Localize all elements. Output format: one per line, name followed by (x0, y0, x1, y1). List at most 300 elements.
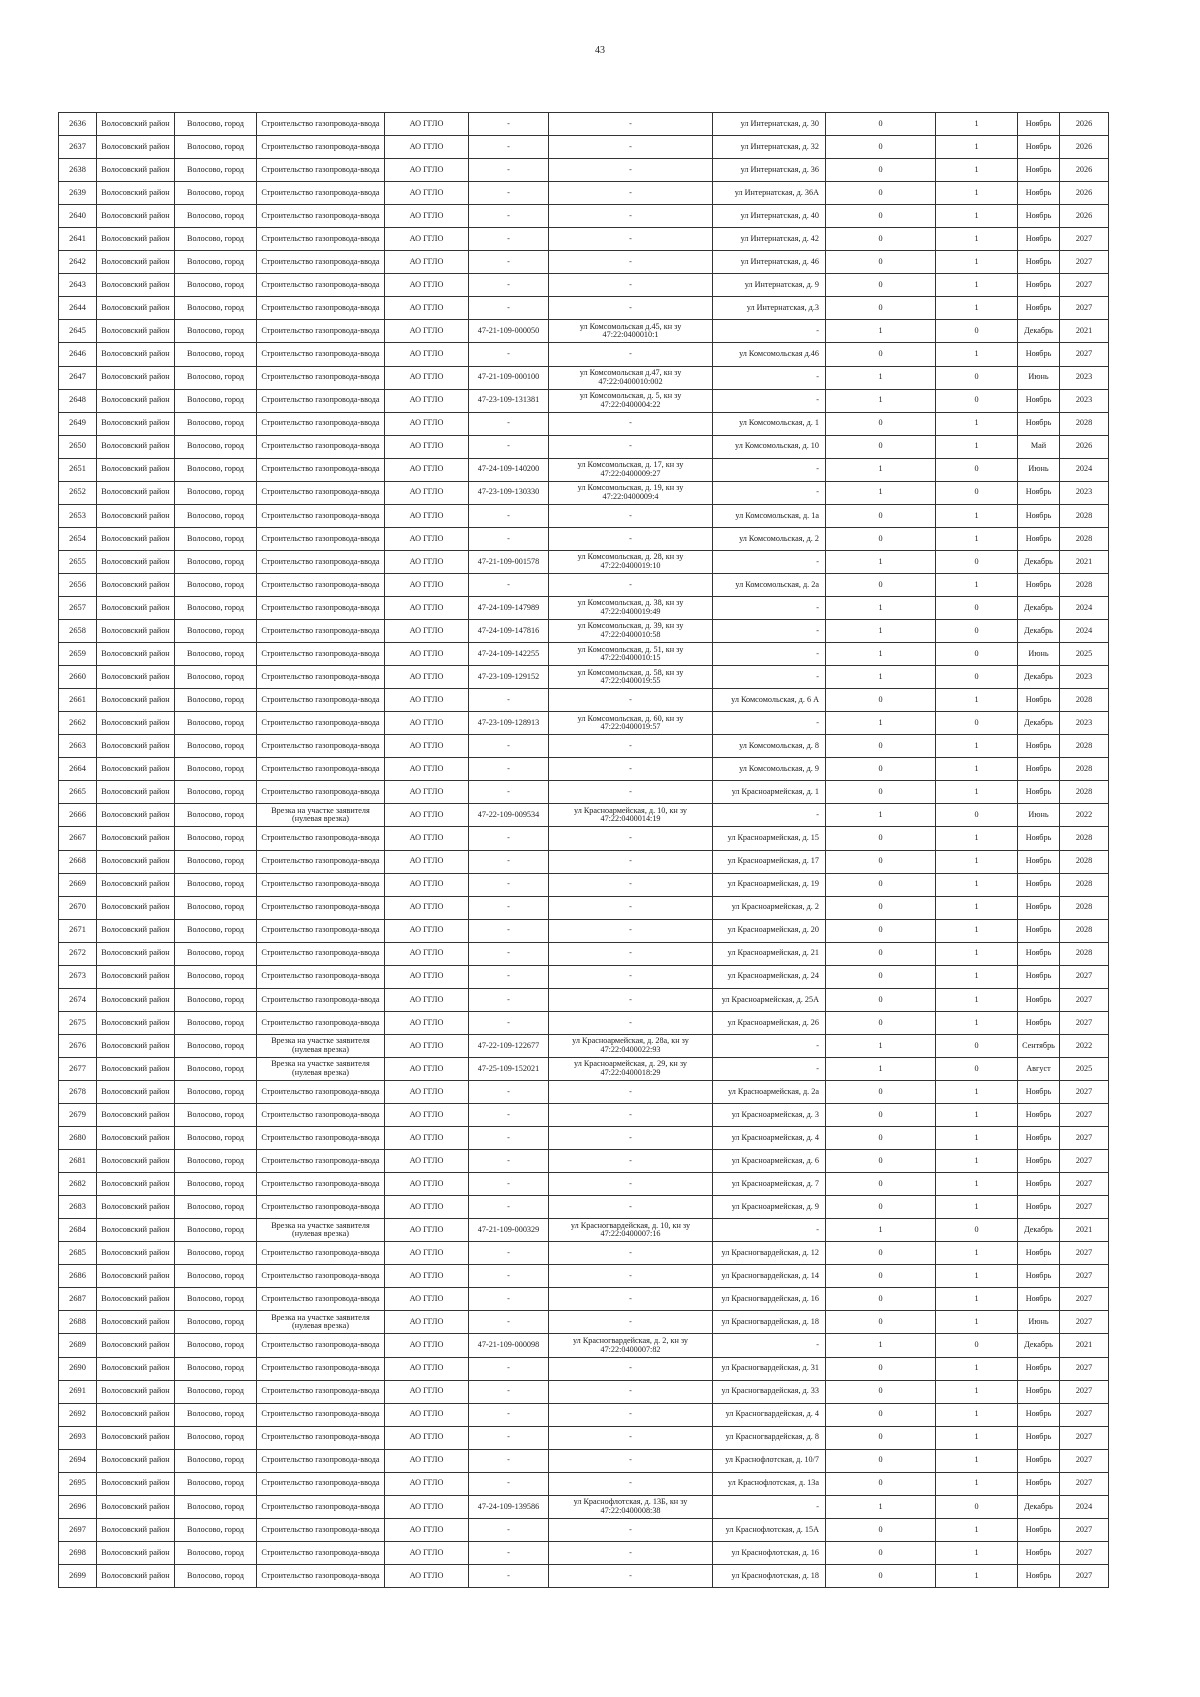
address-cell: ул Комсомольская, д. 2 (713, 527, 826, 550)
locality-cell: Волосово, город (175, 781, 257, 804)
request-number-cell: - (469, 689, 549, 712)
district-cell: Волосовский район (97, 1265, 175, 1288)
table-row (59, 1518, 1109, 1541)
count-b-cell: 1 (936, 1357, 1018, 1380)
row-number: 2639 (59, 182, 97, 205)
year-cell: 2021 (1060, 1219, 1109, 1242)
district-cell: Волосовский район (97, 942, 175, 965)
month-cell: Сентябрь (1018, 1034, 1060, 1057)
cadastral-address-cell: - (549, 274, 713, 297)
district-cell: Волосовский район (97, 1495, 175, 1518)
table-row (59, 712, 1109, 735)
request-number-cell: - (469, 1380, 549, 1403)
table-row (59, 527, 1109, 550)
locality-cell: Волосово, город (175, 297, 257, 320)
table-row (59, 1426, 1109, 1449)
row-number: 2666 (59, 804, 97, 827)
request-number-cell: - (469, 159, 549, 182)
request-number-cell: - (469, 1196, 549, 1219)
row-number: 2643 (59, 274, 97, 297)
district-cell: Волосовский район (97, 1449, 175, 1472)
count-a-cell: 0 (826, 965, 936, 988)
month-cell: Декабрь (1018, 320, 1060, 343)
month-cell: Ноябрь (1018, 228, 1060, 251)
cadastral-address-cell: - (549, 1472, 713, 1495)
month-cell: Июнь (1018, 366, 1060, 389)
count-a-cell: 0 (826, 1080, 936, 1103)
count-b-cell: 1 (936, 873, 1018, 896)
count-a-cell: 1 (826, 481, 936, 504)
table-row (59, 1034, 1109, 1057)
organization-cell: АО ГГЛО (385, 297, 469, 320)
count-b-cell: 1 (936, 1080, 1018, 1103)
table-row (59, 1449, 1109, 1472)
count-b-cell: 1 (936, 412, 1018, 435)
request-number-cell: 47-24-109-139586 (469, 1495, 549, 1518)
locality-cell: Волосово, город (175, 1518, 257, 1541)
address-cell: ул Красноармейская, д. 2 (713, 896, 826, 919)
row-number: 2640 (59, 205, 97, 228)
work-type-cell: Строительство газопровода-ввода (257, 988, 385, 1011)
table-row (59, 1357, 1109, 1380)
cadastral-address-cell: ул Комсомольская, д. 38, кн зу 47:22:0400019:49 (549, 596, 713, 619)
year-cell: 2022 (1060, 1034, 1109, 1057)
count-a-cell: 0 (826, 1288, 936, 1311)
locality-cell: Волосово, город (175, 1357, 257, 1380)
organization-cell: АО ГГЛО (385, 596, 469, 619)
row-number: 2672 (59, 942, 97, 965)
request-number-cell: 47-24-109-142255 (469, 643, 549, 666)
district-cell: Волосовский район (97, 1011, 175, 1034)
organization-cell: АО ГГЛО (385, 1150, 469, 1173)
organization-cell: АО ГГЛО (385, 827, 469, 850)
row-number: 2686 (59, 1265, 97, 1288)
request-number-cell: 47-23-109-129152 (469, 666, 549, 689)
locality-cell: Волосово, город (175, 1265, 257, 1288)
district-cell: Волосовский район (97, 873, 175, 896)
work-type-cell: Строительство газопровода-ввода (257, 1380, 385, 1403)
year-cell: 2023 (1060, 389, 1109, 412)
district-cell: Волосовский район (97, 113, 175, 136)
table-row (59, 942, 1109, 965)
month-cell: Ноябрь (1018, 136, 1060, 159)
month-cell: Ноябрь (1018, 873, 1060, 896)
count-a-cell: 1 (826, 712, 936, 735)
month-cell: Ноябрь (1018, 896, 1060, 919)
row-number: 2682 (59, 1173, 97, 1196)
count-a-cell: 0 (826, 136, 936, 159)
row-number: 2671 (59, 919, 97, 942)
work-type-cell: Строительство газопровода-ввода (257, 1104, 385, 1127)
locality-cell: Волосово, город (175, 1150, 257, 1173)
request-number-cell: 47-21-109-000050 (469, 320, 549, 343)
year-cell: 2027 (1060, 343, 1109, 366)
count-b-cell: 1 (936, 1449, 1018, 1472)
request-number-cell: - (469, 1011, 549, 1034)
organization-cell: АО ГГЛО (385, 1034, 469, 1057)
count-a-cell: 1 (826, 596, 936, 619)
work-type-cell: Строительство газопровода-ввода (257, 297, 385, 320)
month-cell: Декабрь (1018, 712, 1060, 735)
organization-cell: АО ГГЛО (385, 481, 469, 504)
count-a-cell: 0 (826, 504, 936, 527)
request-number-cell: - (469, 573, 549, 596)
address-cell: ул Интернатская, д. 9 (713, 274, 826, 297)
row-number: 2657 (59, 596, 97, 619)
row-number: 2664 (59, 758, 97, 781)
table-row (59, 297, 1109, 320)
organization-cell: АО ГГЛО (385, 113, 469, 136)
year-cell: 2024 (1060, 596, 1109, 619)
work-type-cell: Строительство газопровода-ввода (257, 1564, 385, 1587)
locality-cell: Волосово, город (175, 1104, 257, 1127)
table-row (59, 850, 1109, 873)
cadastral-address-cell: - (549, 1357, 713, 1380)
organization-cell: АО ГГЛО (385, 620, 469, 643)
district-cell: Волосовский район (97, 481, 175, 504)
locality-cell: Волосово, город (175, 1426, 257, 1449)
organization-cell: АО ГГЛО (385, 1057, 469, 1080)
organization-cell: АО ГГЛО (385, 1449, 469, 1472)
organization-cell: АО ГГЛО (385, 735, 469, 758)
cadastral-address-cell: ул Комсомольская, д. 51, кн зу 47:22:0400010:15 (549, 643, 713, 666)
district-cell: Волосовский район (97, 1541, 175, 1564)
work-type-cell: Строительство газопровода-ввода (257, 343, 385, 366)
count-b-cell: 0 (936, 1495, 1018, 1518)
district-cell: Волосовский район (97, 297, 175, 320)
locality-cell: Волосово, город (175, 643, 257, 666)
organization-cell: АО ГГЛО (385, 251, 469, 274)
request-number-cell: - (469, 297, 549, 320)
count-a-cell: 0 (826, 1472, 936, 1495)
count-a-cell: 0 (826, 435, 936, 458)
table-row (59, 1196, 1109, 1219)
month-cell: Ноябрь (1018, 205, 1060, 228)
year-cell: 2027 (1060, 1265, 1109, 1288)
organization-cell: АО ГГЛО (385, 1541, 469, 1564)
year-cell: 2022 (1060, 804, 1109, 827)
locality-cell: Волосово, город (175, 1173, 257, 1196)
request-number-cell: - (469, 1150, 549, 1173)
year-cell: 2027 (1060, 1357, 1109, 1380)
district-cell: Волосовский район (97, 1472, 175, 1495)
address-cell: ул Красногвардейская, д. 31 (713, 1357, 826, 1380)
month-cell: Декабрь (1018, 1219, 1060, 1242)
cadastral-address-cell: - (549, 1449, 713, 1472)
row-number: 2644 (59, 297, 97, 320)
locality-cell: Волосово, город (175, 850, 257, 873)
count-b-cell: 0 (936, 458, 1018, 481)
district-cell: Волосовский район (97, 965, 175, 988)
month-cell: Декабрь (1018, 550, 1060, 573)
work-type-cell: Строительство газопровода-ввода (257, 919, 385, 942)
address-cell: - (713, 366, 826, 389)
table-row (59, 1057, 1109, 1080)
month-cell: Ноябрь (1018, 1080, 1060, 1103)
year-cell: 2023 (1060, 481, 1109, 504)
year-cell: 2021 (1060, 1334, 1109, 1357)
work-type-cell: Врезка на участке заявителя (нулевая врезка) (257, 1034, 385, 1057)
request-number-cell: - (469, 758, 549, 781)
work-type-cell: Строительство газопровода-ввода (257, 366, 385, 389)
district-cell: Волосовский район (97, 458, 175, 481)
organization-cell: АО ГГЛО (385, 1564, 469, 1587)
cadastral-address-cell: - (549, 827, 713, 850)
organization-cell: АО ГГЛО (385, 988, 469, 1011)
count-b-cell: 1 (936, 988, 1018, 1011)
month-cell: Ноябрь (1018, 1564, 1060, 1587)
work-type-cell: Строительство газопровода-ввода (257, 1173, 385, 1196)
address-cell: ул Комсомольская, д. 6 А (713, 689, 826, 712)
work-type-cell: Строительство газопровода-ввода (257, 643, 385, 666)
work-type-cell: Строительство газопровода-ввода (257, 274, 385, 297)
month-cell: Май (1018, 435, 1060, 458)
locality-cell: Волосово, город (175, 1034, 257, 1057)
table-row (59, 827, 1109, 850)
work-type-cell: Строительство газопровода-ввода (257, 735, 385, 758)
table-row (59, 320, 1109, 343)
month-cell: Ноябрь (1018, 689, 1060, 712)
cadastral-address-cell: - (549, 343, 713, 366)
count-b-cell: 1 (936, 228, 1018, 251)
month-cell: Ноябрь (1018, 988, 1060, 1011)
work-type-cell: Строительство газопровода-ввода (257, 1541, 385, 1564)
row-number: 2660 (59, 666, 97, 689)
address-cell: - (713, 1334, 826, 1357)
count-b-cell: 1 (936, 136, 1018, 159)
year-cell: 2026 (1060, 113, 1109, 136)
address-cell: ул Краснофлотская, д. 18 (713, 1564, 826, 1587)
locality-cell: Волосово, город (175, 1541, 257, 1564)
district-cell: Волосовский район (97, 712, 175, 735)
count-b-cell: 1 (936, 1518, 1018, 1541)
month-cell: Ноябрь (1018, 1541, 1060, 1564)
address-cell: ул Красногвардейская, д. 12 (713, 1242, 826, 1265)
district-cell: Волосовский район (97, 1380, 175, 1403)
address-cell: - (713, 481, 826, 504)
month-cell: Декабрь (1018, 1334, 1060, 1357)
district-cell: Волосовский район (97, 1564, 175, 1587)
row-number: 2662 (59, 712, 97, 735)
cadastral-address-cell: ул Комсомольская, д. 58, кн зу 47:22:0400019:55 (549, 666, 713, 689)
cadastral-address-cell: - (549, 965, 713, 988)
work-type-cell: Строительство газопровода-ввода (257, 1518, 385, 1541)
year-cell: 2023 (1060, 712, 1109, 735)
work-type-cell: Строительство газопровода-ввода (257, 1150, 385, 1173)
month-cell: Декабрь (1018, 666, 1060, 689)
count-a-cell: 1 (826, 389, 936, 412)
address-cell: ул Комсомольская, д. 10 (713, 435, 826, 458)
work-type-cell: Строительство газопровода-ввода (257, 1403, 385, 1426)
table-row (59, 758, 1109, 781)
request-number-cell: - (469, 1127, 549, 1150)
organization-cell: АО ГГЛО (385, 274, 469, 297)
count-a-cell: 0 (826, 182, 936, 205)
organization-cell: АО ГГЛО (385, 205, 469, 228)
count-b-cell: 0 (936, 1334, 1018, 1357)
month-cell: Ноябрь (1018, 1127, 1060, 1150)
address-cell: - (713, 1219, 826, 1242)
locality-cell: Волосово, город (175, 182, 257, 205)
month-cell: Ноябрь (1018, 159, 1060, 182)
cadastral-address-cell: - (549, 1403, 713, 1426)
request-number-cell: - (469, 412, 549, 435)
table-row (59, 689, 1109, 712)
locality-cell: Волосово, город (175, 735, 257, 758)
row-number: 2675 (59, 1011, 97, 1034)
organization-cell: АО ГГЛО (385, 182, 469, 205)
cadastral-address-cell: - (549, 113, 713, 136)
table-row (59, 504, 1109, 527)
request-number-cell: - (469, 1242, 549, 1265)
year-cell: 2027 (1060, 251, 1109, 274)
cadastral-address-cell: ул Комсомольская, д. 17, кн зу 47:22:0400009:27 (549, 458, 713, 481)
district-cell: Волосовский район (97, 689, 175, 712)
table-row (59, 620, 1109, 643)
organization-cell: АО ГГЛО (385, 919, 469, 942)
count-b-cell: 0 (936, 550, 1018, 573)
count-b-cell: 1 (936, 182, 1018, 205)
address-cell: ул Комсомольская, д. 9 (713, 758, 826, 781)
address-cell: ул Комсомольская, д. 2а (713, 573, 826, 596)
table-row (59, 873, 1109, 896)
locality-cell: Волосово, город (175, 389, 257, 412)
district-cell: Волосовский район (97, 1196, 175, 1219)
table-row (59, 781, 1109, 804)
district-cell: Волосовский район (97, 343, 175, 366)
table-body (59, 113, 1109, 1588)
organization-cell: АО ГГЛО (385, 689, 469, 712)
district-cell: Волосовский район (97, 1057, 175, 1080)
work-type-cell: Строительство газопровода-ввода (257, 550, 385, 573)
table-row (59, 1127, 1109, 1150)
count-b-cell: 1 (936, 1403, 1018, 1426)
table-row (59, 228, 1109, 251)
row-number: 2637 (59, 136, 97, 159)
table-row (59, 389, 1109, 412)
row-number: 2645 (59, 320, 97, 343)
work-type-cell: Строительство газопровода-ввода (257, 320, 385, 343)
address-cell: ул Красноармейская, д. 17 (713, 850, 826, 873)
month-cell: Ноябрь (1018, 735, 1060, 758)
row-number: 2694 (59, 1449, 97, 1472)
organization-cell: АО ГГЛО (385, 550, 469, 573)
year-cell: 2028 (1060, 827, 1109, 850)
work-type-cell: Строительство газопровода-ввода (257, 965, 385, 988)
organization-cell: АО ГГЛО (385, 1219, 469, 1242)
cadastral-address-cell: - (549, 1242, 713, 1265)
organization-cell: АО ГГЛО (385, 1288, 469, 1311)
work-type-cell: Строительство газопровода-ввода (257, 504, 385, 527)
district-cell: Волосовский район (97, 1403, 175, 1426)
request-number-cell: 47-22-109-122677 (469, 1034, 549, 1057)
row-number: 2689 (59, 1334, 97, 1357)
cadastral-address-cell: - (549, 205, 713, 228)
address-cell: ул Краснофлотская, д. 16 (713, 1541, 826, 1564)
year-cell: 2026 (1060, 205, 1109, 228)
year-cell: 2028 (1060, 758, 1109, 781)
cadastral-address-cell: - (549, 1311, 713, 1334)
row-number: 2650 (59, 435, 97, 458)
count-a-cell: 0 (826, 1449, 936, 1472)
address-cell: ул Комсомольская, д. 8 (713, 735, 826, 758)
work-type-cell: Строительство газопровода-ввода (257, 1127, 385, 1150)
table-row (59, 182, 1109, 205)
organization-cell: АО ГГЛО (385, 873, 469, 896)
district-cell: Волосовский район (97, 1173, 175, 1196)
request-number-cell: 47-24-109-140200 (469, 458, 549, 481)
request-number-cell: 47-22-109-009534 (469, 804, 549, 827)
request-number-cell: - (469, 850, 549, 873)
row-number: 2674 (59, 988, 97, 1011)
address-cell: ул Красноармейская, д. 20 (713, 919, 826, 942)
cadastral-address-cell: ул Комсомольская, д. 5, кн зу 47:22:0400004:22 (549, 389, 713, 412)
year-cell: 2027 (1060, 1311, 1109, 1334)
row-number: 2665 (59, 781, 97, 804)
cadastral-address-cell: - (549, 1127, 713, 1150)
count-a-cell: 0 (826, 896, 936, 919)
organization-cell: АО ГГЛО (385, 712, 469, 735)
address-cell: ул Красноармейская, д. 1 (713, 781, 826, 804)
organization-cell: АО ГГЛО (385, 965, 469, 988)
work-type-cell: Строительство газопровода-ввода (257, 666, 385, 689)
address-cell: ул Краснофлотская, д. 10/7 (713, 1449, 826, 1472)
locality-cell: Волосово, город (175, 1127, 257, 1150)
work-type-cell: Строительство газопровода-ввода (257, 712, 385, 735)
locality-cell: Волосово, город (175, 205, 257, 228)
request-number-cell: - (469, 965, 549, 988)
row-number: 2697 (59, 1518, 97, 1541)
table-row (59, 965, 1109, 988)
year-cell: 2027 (1060, 1380, 1109, 1403)
month-cell: Ноябрь (1018, 850, 1060, 873)
count-a-cell: 1 (826, 1034, 936, 1057)
address-cell: ул Красноармейская, д. 26 (713, 1011, 826, 1034)
request-number-cell: - (469, 873, 549, 896)
organization-cell: АО ГГЛО (385, 1518, 469, 1541)
organization-cell: АО ГГЛО (385, 1104, 469, 1127)
district-cell: Волосовский район (97, 527, 175, 550)
work-type-cell: Строительство газопровода-ввода (257, 389, 385, 412)
locality-cell: Волосово, город (175, 596, 257, 619)
district-cell: Волосовский район (97, 643, 175, 666)
request-number-cell: 47-24-109-147816 (469, 620, 549, 643)
organization-cell: АО ГГЛО (385, 666, 469, 689)
row-number: 2653 (59, 504, 97, 527)
count-b-cell: 0 (936, 712, 1018, 735)
work-type-cell: Строительство газопровода-ввода (257, 1495, 385, 1518)
work-type-cell: Строительство газопровода-ввода (257, 228, 385, 251)
year-cell: 2025 (1060, 1057, 1109, 1080)
row-number: 2683 (59, 1196, 97, 1219)
work-type-cell: Строительство газопровода-ввода (257, 1472, 385, 1495)
row-number: 2679 (59, 1104, 97, 1127)
count-a-cell: 0 (826, 297, 936, 320)
count-a-cell: 0 (826, 1150, 936, 1173)
row-number: 2642 (59, 251, 97, 274)
cadastral-address-cell: - (549, 1196, 713, 1219)
address-cell: ул Красногвардейская, д. 18 (713, 1311, 826, 1334)
month-cell: Ноябрь (1018, 1265, 1060, 1288)
table-row (59, 596, 1109, 619)
count-b-cell: 1 (936, 1288, 1018, 1311)
district-cell: Волосовский район (97, 251, 175, 274)
row-number: 2688 (59, 1311, 97, 1334)
year-cell: 2024 (1060, 620, 1109, 643)
locality-cell: Волосово, город (175, 504, 257, 527)
count-a-cell: 0 (826, 1380, 936, 1403)
row-number: 2687 (59, 1288, 97, 1311)
